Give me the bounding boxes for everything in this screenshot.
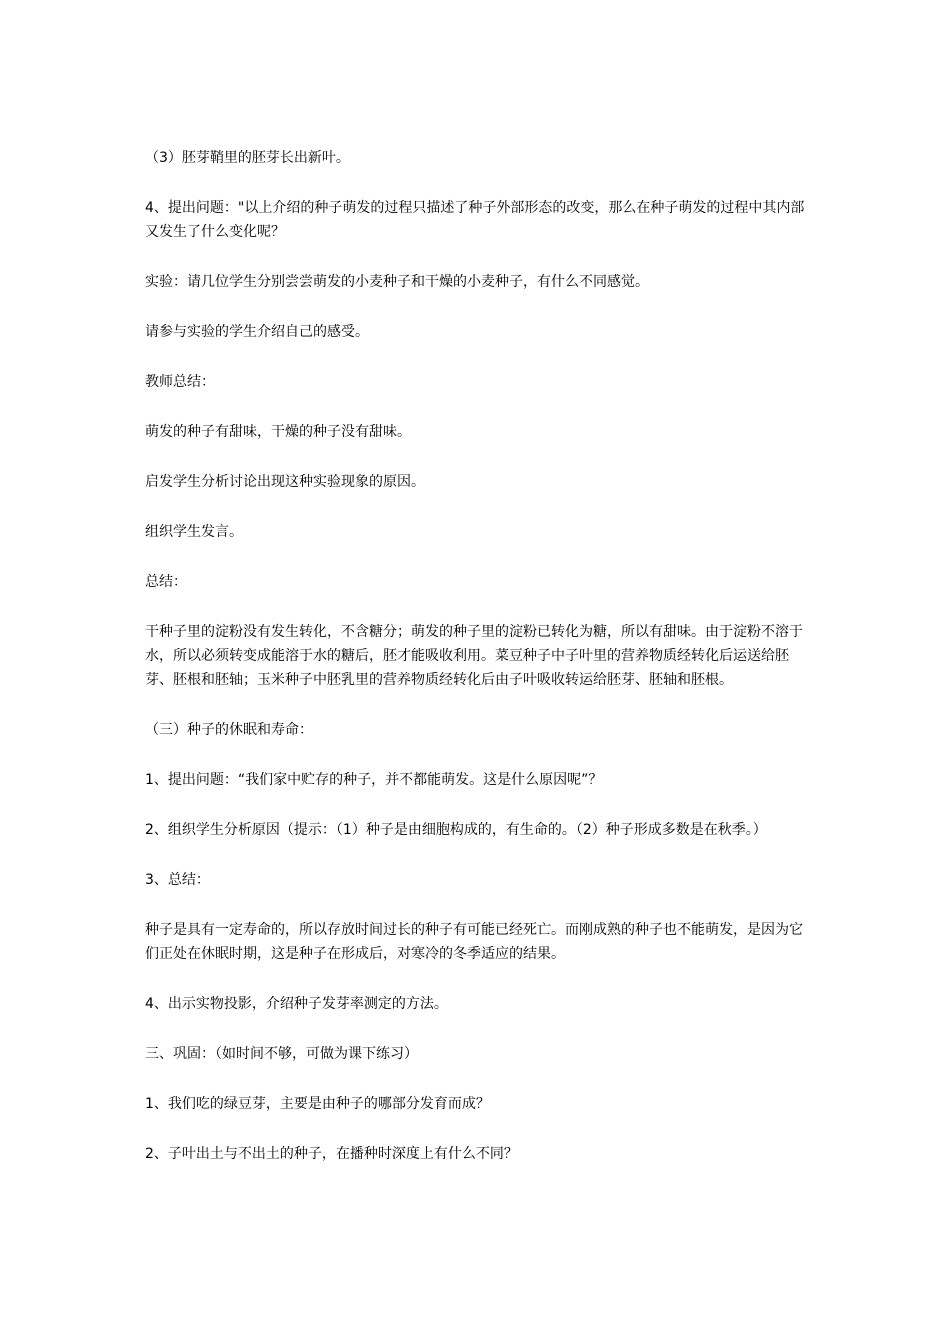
paragraph-starch-conversion: 干种子里的淀粉没有发生转化，不含糖分；萌发的种子里的淀粉已转化为糖，所以有甜味。由于淀粉不溶于水，所以必须转变成能溶于水的糖后，胚才能吸收利用。菜豆种子中子叶里的营养物质经转化后运送给胚芽、胚根和胚轴；玉米种子中胚乳里的营养物质经转化后由子叶吸收转运给胚芽、胚轴和胚根。 <box>145 624 803 688</box>
paragraph-experiment-taste: 实验：请几位学生分别尝尝萌发的小麦种子和干燥的小麦种子，有什么不同感觉。 <box>145 274 649 290</box>
paragraph-students-share: 请参与实验的学生介绍自己的感受。 <box>145 324 369 340</box>
paragraph-germination-rate: 4、出示实物投影，介绍种子发芽率测定的方法。 <box>145 996 448 1012</box>
paragraph-section-dormancy: （三）种子的休眠和寿命： <box>145 722 313 738</box>
paragraph-question-internal-change: 4、提出问题："以上介绍的种子萌发的过程只描述了种子外部形态的改变，那么在种子萌发的过程中其内部又发生了什么变化呢？ <box>145 200 805 240</box>
paragraph-analyze-reasons: 2、组织学生分析原因（提示：（1）种子是由细胞构成的，有生命的。（2）种子形成多数是在秋季。） <box>145 822 767 838</box>
paragraph-teacher-summary-heading: 教师总结： <box>145 374 215 390</box>
paragraph-exercise-1: 1、我们吃的绿豆芽，主要是由种子的哪部分发育而成？ <box>145 1096 490 1112</box>
paragraph-plumule-new-leaf: （3）胚芽鞘里的胚芽长出新叶。 <box>145 150 350 166</box>
paragraph-seed-lifespan: 种子是具有一定寿命的，所以存放时间过长的种子有可能已经死亡。而刚成熟的种子也不能萌发，是因为它们正处在休眠时期，这是种子在形成后，对寒冷的冬季适应的结果。 <box>145 922 803 962</box>
paragraph-summary-heading: 总结： <box>145 574 187 590</box>
paragraph-summary-3: 3、总结： <box>145 872 210 888</box>
paragraph-sweet-taste: 萌发的种子有甜味，干燥的种子没有甜味。 <box>145 424 411 440</box>
paragraph-exercise-2: 2、子叶出土与不出土的种子，在播种时深度上有什么不同？ <box>145 1146 518 1162</box>
paragraph-discuss-cause: 启发学生分析讨论出现这种实验现象的原因。 <box>145 474 425 490</box>
paragraph-question-stored-seeds: 1、提出问题：“我们家中贮存的种子，并不都能萌发。这是什么原因呢”？ <box>145 772 603 788</box>
document-body <box>145 146 809 1192</box>
paragraph-section-consolidate: 三、巩固：（如时间不够，可做为课下练习） <box>145 1046 418 1062</box>
paragraph-students-speak: 组织学生发言。 <box>145 524 243 540</box>
